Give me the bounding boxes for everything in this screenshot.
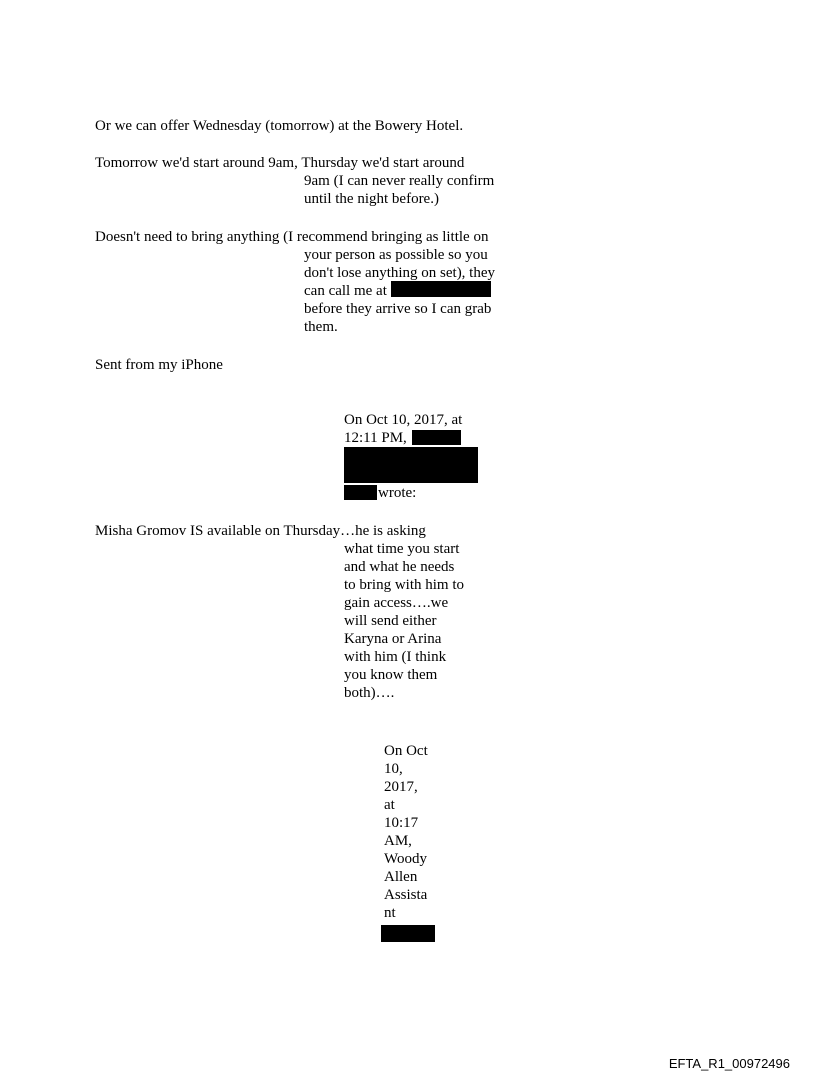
quote-2-header-line: Assista xyxy=(384,887,428,903)
email-paragraph-3-line-2: your person as possible so you xyxy=(304,247,488,263)
quote-1-body-line-2: what time you start xyxy=(344,541,460,557)
quote-1-body-line-6: will send either xyxy=(344,613,437,629)
quote-2-header-line: On Oct xyxy=(384,743,428,759)
email-paragraph-2-line-2: 9am (I can never really confirm xyxy=(304,173,495,189)
quote-2-header-line: 2017, xyxy=(384,779,418,795)
quote-1-body-line-9: you know them xyxy=(344,667,438,683)
email-paragraph-2-line-1: Tomorrow we'd start around 9am, Thursday we'd start around xyxy=(95,155,465,171)
email-paragraph-3-line-1: Doesn't need to bring anything (I recommend bringing as little on xyxy=(95,229,489,245)
quote-2-header-line: nt xyxy=(384,905,396,921)
quote-2-email-redaction-box xyxy=(381,925,435,942)
email-paragraph-3-line-3: don't lose anything on set), they xyxy=(304,265,496,281)
quote-1-body-line-8: with him (I think xyxy=(344,649,447,665)
quote-1-body-line-4: to bring with him to xyxy=(344,577,464,593)
quote-1-body-line-5: gain access….we xyxy=(344,595,449,611)
quote-2-header-line: Allen xyxy=(384,869,418,885)
quote-1-wrote-label: wrote: xyxy=(378,485,417,501)
quote-2-header-line: Woody xyxy=(384,851,427,867)
email-paragraph-1: Or we can offer Wednesday (tomorrow) at the Bowery Hotel. xyxy=(95,118,464,134)
quote-1-header-line-2: 12:11 PM, xyxy=(344,430,407,446)
bates-number: EFTA_R1_00972496 xyxy=(668,1056,790,1071)
email-paragraph-3-line-5: before they arrive so I can grab xyxy=(304,301,492,317)
quote-2-header-line: AM, xyxy=(384,833,412,849)
sender-email-redaction-box xyxy=(344,447,478,483)
quote-1-body-line-10: both)…. xyxy=(344,685,395,701)
sender-name-redaction-box xyxy=(412,430,461,445)
phone-redaction-box xyxy=(391,281,491,297)
quote-2-header-line: 10:17 xyxy=(384,815,419,831)
quote-2-header-line: 10, xyxy=(384,761,403,777)
quote-1-body-line-7: Karyna or Arina xyxy=(344,631,442,647)
email-paragraph-2-line-3: until the night before.) xyxy=(304,191,439,207)
quote-1-body-line-1: Misha Gromov IS available on Thursday…he is asking xyxy=(95,523,426,539)
quote-1-body-line-3: and what he needs xyxy=(344,559,455,575)
email-paragraph-3-line-6: them. xyxy=(304,319,338,335)
email-paragraph-3-line-4: can call me at xyxy=(304,283,387,299)
quote-1-header-line-1: On Oct 10, 2017, at xyxy=(344,412,463,428)
sender-suffix-redaction-box xyxy=(344,485,377,500)
quote-2-header-line: at xyxy=(384,797,395,813)
email-signature: Sent from my iPhone xyxy=(95,357,223,373)
